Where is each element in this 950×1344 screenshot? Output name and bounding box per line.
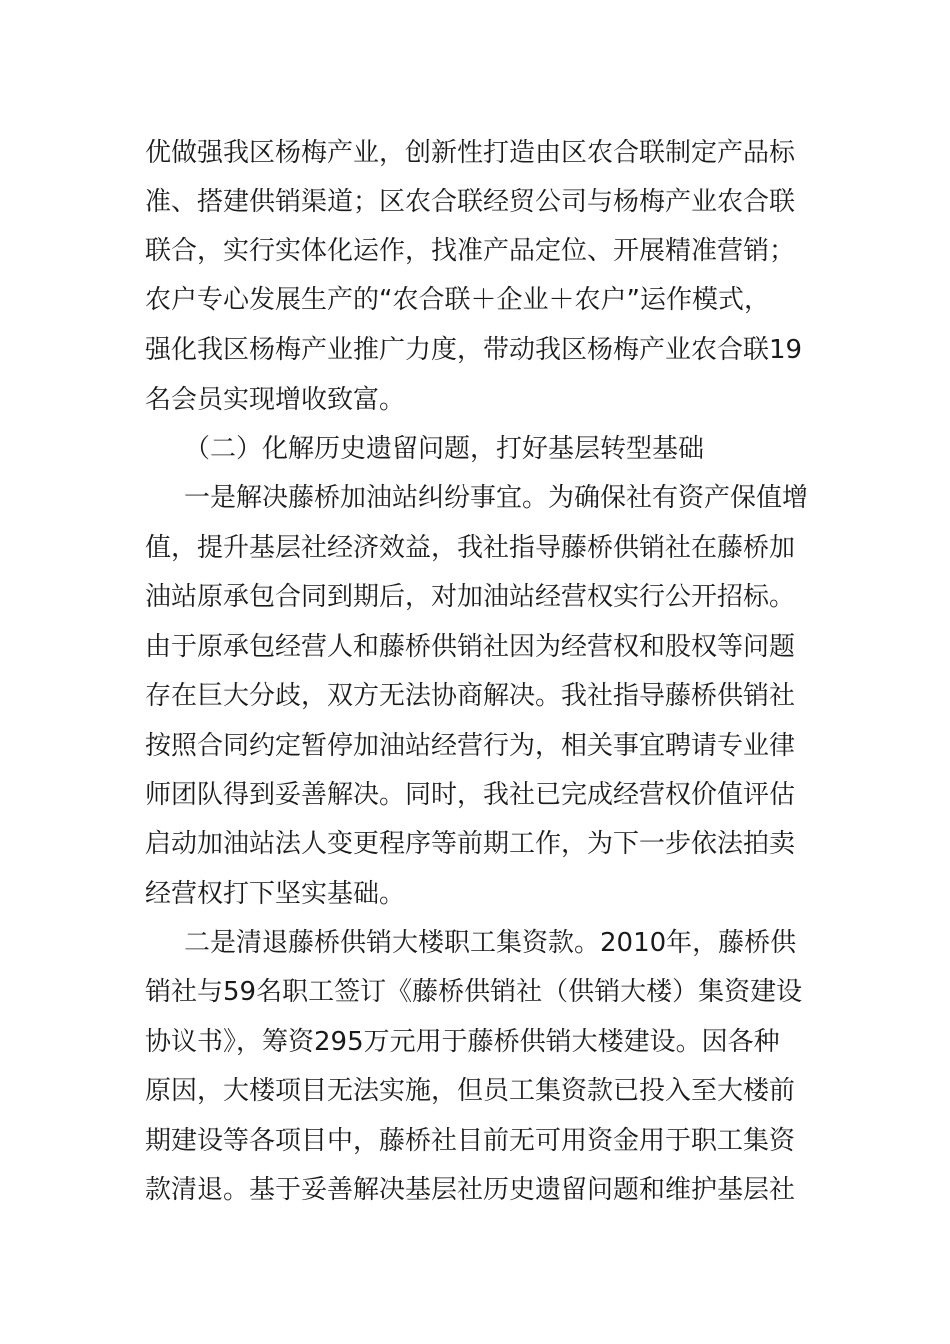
text-line: 名会员实现增收致富。 xyxy=(145,385,406,415)
text-line: 销社与59名职工签订《藤桥供销社（供销大楼）集资建设 xyxy=(145,977,803,1007)
text-line: 款清退。基于妥善解决基层社历史遗留问题和维护基层社 xyxy=(145,1175,796,1205)
text-line: 联合，实行实体化运作，找准产品定位、开展精准营销； xyxy=(145,236,796,266)
section-heading: （二）化解历史遗留问题，打好基层转型基础 xyxy=(184,434,705,464)
text-line: 油站原承包合同到期后，对加油站经营权实行公开招标。 xyxy=(145,582,796,612)
text-line: 农户专心发展生产的“农合联＋企业＋农户”运作模式， xyxy=(145,285,770,315)
text-line: 按照合同约定暂停加油站经营行为，相关事宜聘请专业律 xyxy=(145,731,796,761)
text-line: 启动加油站法人变更程序等前期工作，为下一步依法拍卖 xyxy=(145,829,796,859)
text-line: 师团队得到妥善解决。同时，我社已完成经营权价值评估 xyxy=(145,780,796,810)
text-line: 协议书》，筹资295万元用于藤桥供销大楼建设。因各种 xyxy=(145,1027,780,1057)
text-line: 期建设等各项目中，藤桥社目前无可用资金用于职工集资 xyxy=(145,1126,796,1156)
text-line: 经营权打下坚实基础。 xyxy=(145,879,406,909)
text-line: 由于原承包经营人和藤桥供销社因为经营权和股权等问题 xyxy=(145,632,796,662)
text-line: 优做强我区杨梅产业，创新性打造由区农合联制定产品标 xyxy=(145,138,796,168)
paragraph-first-line: 一是解决藤桥加油站纠纷事宜。为确保社有资产保值增 xyxy=(184,483,809,513)
text-line: 存在巨大分歧，双方无法协商解决。我社指导藤桥供销社 xyxy=(145,681,796,711)
paragraph-first-line: 二是清退藤桥供销大楼职工集资款。2010年，藤桥供 xyxy=(184,928,797,958)
text-line: 准、搭建供销渠道；区农合联经贸公司与杨梅产业农合联 xyxy=(145,187,796,217)
text-line: 强化我区杨梅产业推广力度，带动我区杨梅产业农合联19 xyxy=(145,335,803,365)
text-line: 值，提升基层社经济效益，我社指导藤桥供销社在藤桥加 xyxy=(145,533,796,563)
text-line: 原因，大楼项目无法实施，但员工集资款已投入至大楼前 xyxy=(145,1076,796,1106)
